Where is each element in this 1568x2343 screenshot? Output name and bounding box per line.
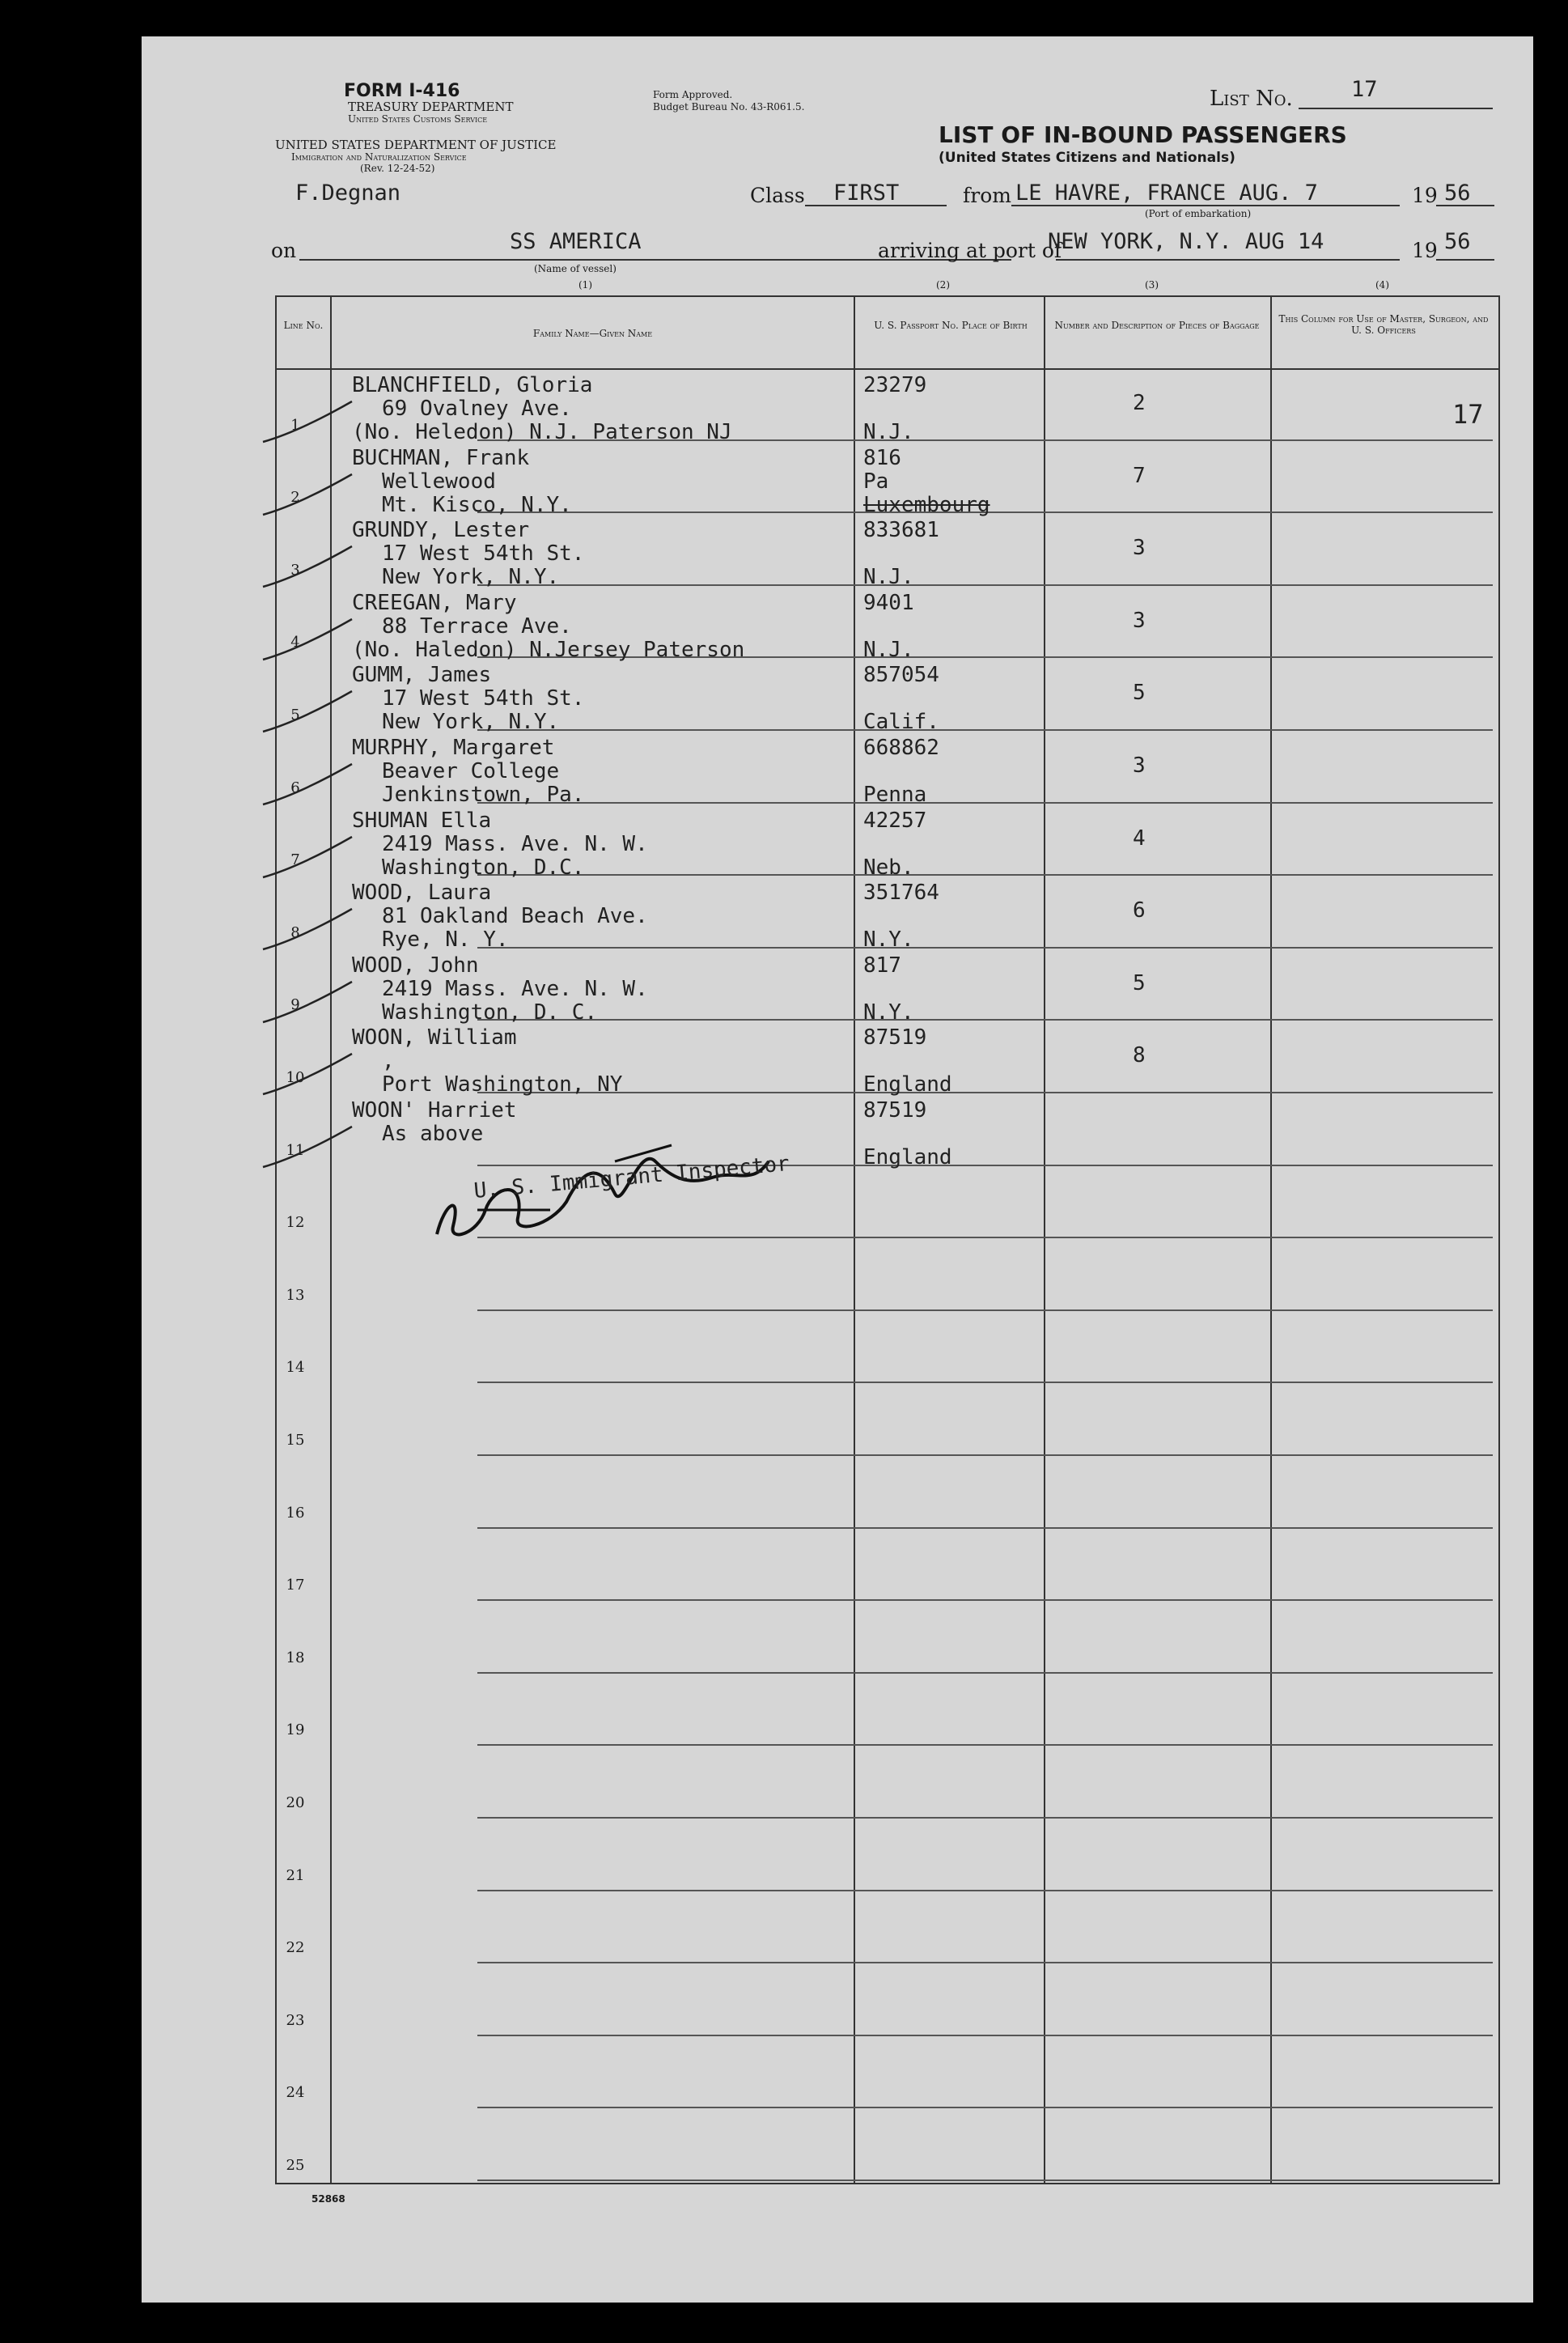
line-number: 14 xyxy=(286,1359,305,1377)
col-num-2: (2) xyxy=(936,279,950,291)
header-passport: U. S. Passport No. Place of Birth xyxy=(874,320,1028,331)
baggage-count: 2 xyxy=(1133,391,1146,415)
class-value: FIRST xyxy=(833,180,900,206)
table-row-line xyxy=(477,947,1493,949)
list-no-line xyxy=(1299,108,1493,109)
line-number: 6 xyxy=(290,779,300,796)
passport-number: 857054 xyxy=(863,663,939,688)
passenger-name: CREEGAN, Mary xyxy=(352,590,517,615)
from-value: LE HAVRE, FRANCE AUG. 7 xyxy=(1015,180,1318,206)
revision: (Rev. 12-24-52) xyxy=(360,163,435,174)
vessel-note: (Name of vessel) xyxy=(534,263,617,274)
check-mark xyxy=(259,615,356,664)
col-sep-2 xyxy=(854,297,855,2183)
passport-number: 817 xyxy=(863,953,901,978)
check-mark xyxy=(259,470,356,519)
table-row-line xyxy=(477,874,1493,876)
passenger-address-2: Washington, D.C. xyxy=(382,855,585,880)
line-number: 10 xyxy=(286,1069,305,1086)
table-row-line xyxy=(477,1309,1493,1311)
table-row-line xyxy=(477,1672,1493,1674)
col-num-1: (1) xyxy=(578,279,592,291)
baggage-count: 8 xyxy=(1133,1043,1146,1068)
passenger-address-2: Washington, D. C. xyxy=(382,1000,598,1025)
birth-place: N.J. xyxy=(863,565,914,590)
check-mark xyxy=(259,978,356,1026)
birth-place: Penna xyxy=(863,783,927,807)
arriving-value: NEW YORK, N.Y. AUG 14 xyxy=(1048,229,1324,254)
form-sheet xyxy=(142,36,1533,2303)
line-number: 1 xyxy=(290,416,300,434)
passenger-address-2: (No. Haledon) N.Jersey Paterson xyxy=(352,637,745,662)
check-mark xyxy=(259,1123,356,1171)
baggage-count: 4 xyxy=(1133,826,1146,851)
inspector-stamp: U. S. Immigrant Inspector xyxy=(473,1152,790,1203)
table-row-line xyxy=(477,1599,1493,1601)
passenger-address-1: 17 West 54th St. xyxy=(382,686,585,711)
col-num-4: (4) xyxy=(1375,279,1389,291)
line-number: 17 xyxy=(286,1577,305,1594)
check-mark xyxy=(259,687,356,736)
line-number: 20 xyxy=(286,1794,305,1811)
birth-place-alt: Pa xyxy=(863,469,889,494)
passport-number: 87519 xyxy=(863,1098,927,1123)
check-mark xyxy=(259,542,356,591)
passenger-address-2: Rye, N. Y. xyxy=(382,927,509,953)
line-number: 4 xyxy=(290,634,300,652)
baggage-count: 3 xyxy=(1133,536,1146,561)
table-row-line xyxy=(477,1890,1493,1891)
check-mark xyxy=(259,1050,356,1098)
passenger-name: BUCHMAN, Frank xyxy=(352,445,530,470)
arrive-year-line xyxy=(1436,259,1494,261)
passenger-address-1: 81 Oakland Beach Ave. xyxy=(382,904,648,929)
table-row-line xyxy=(477,1019,1493,1021)
clerk-name: F.Degnan xyxy=(295,180,401,206)
col-sep-4 xyxy=(1270,297,1272,2183)
line-number: 23 xyxy=(286,2011,305,2029)
line-number: 16 xyxy=(286,1504,305,1522)
passenger-address-1: 2419 Mass. Ave. N. W. xyxy=(382,976,648,1001)
birth-place: N.Y. xyxy=(863,927,914,953)
arriving-label: arriving at port of xyxy=(878,239,1062,262)
passenger-name: BLANCHFIELD, Gloria xyxy=(352,373,593,397)
line-number: 13 xyxy=(286,1286,305,1304)
baggage-count: 3 xyxy=(1133,753,1146,778)
birth-place: N.J. xyxy=(863,420,914,444)
line-number: 2 xyxy=(290,489,300,507)
from-year-prefix: 19 xyxy=(1412,184,1438,207)
check-mark xyxy=(259,833,356,881)
passenger-address-1: 88 Terrace Ave. xyxy=(382,613,572,639)
form-subtitle: (United States Citizens and Nationals) xyxy=(939,150,1235,166)
footer-code: 52868 xyxy=(311,2193,345,2205)
passenger-address-1: 2419 Mass. Ave. N. W. xyxy=(382,831,648,856)
table-row-line xyxy=(477,1382,1493,1383)
form-number: FORM I-416 xyxy=(344,81,460,101)
dept-customs: United States Customs Service xyxy=(348,113,488,125)
line-number: 18 xyxy=(286,1649,305,1666)
baggage-count: 6 xyxy=(1133,898,1146,923)
table-row-line xyxy=(477,1744,1493,1746)
list-no-label: List No. xyxy=(1210,87,1293,111)
birth-place: Calif. xyxy=(863,710,939,735)
arrive-year: 56 xyxy=(1444,229,1471,254)
passenger-name: MURPHY, Margaret xyxy=(352,736,555,760)
line-number: 9 xyxy=(290,996,300,1014)
table-header-line xyxy=(275,368,1498,370)
passport-number: 87519 xyxy=(863,1025,927,1051)
line-number: 5 xyxy=(290,707,300,724)
port-note: (Port of embarkation) xyxy=(1145,208,1252,219)
line-number: 22 xyxy=(286,1939,305,1957)
passport-number: 23279 xyxy=(863,373,927,397)
passenger-name: WOOD, John xyxy=(352,953,479,978)
passport-number: 816 xyxy=(863,445,901,470)
dept-justice: UNITED STATES DEPARTMENT OF JUSTICE xyxy=(275,138,557,152)
line-number: 3 xyxy=(290,561,300,579)
header-baggage: Number and Description of Pieces of Baggage xyxy=(1054,320,1260,331)
header-name: Family Name—Given Name xyxy=(532,328,653,339)
form-approved: Form Approved. xyxy=(653,89,733,100)
passport-number: 42257 xyxy=(863,808,927,833)
table-row-line xyxy=(477,1962,1493,1963)
passenger-name: WOON, William xyxy=(352,1025,517,1051)
passenger-name: WOON' Harriet xyxy=(352,1098,517,1123)
line-number: 11 xyxy=(286,1141,305,1159)
passenger-name: WOOD, Laura xyxy=(352,881,492,906)
vessel-name: SS AMERICA xyxy=(510,229,642,254)
birth-place: N.J. xyxy=(863,637,914,662)
officer-count: 17 xyxy=(1452,399,1484,430)
line-number: 7 xyxy=(290,851,300,869)
passport-number: 833681 xyxy=(863,518,939,543)
baggage-count: 3 xyxy=(1133,608,1146,633)
passenger-address-1: Wellewood xyxy=(382,469,496,494)
table-row-line xyxy=(477,2035,1493,2036)
col-sep-3 xyxy=(1044,297,1045,2183)
passenger-address-1: , xyxy=(382,1049,395,1074)
table-row-line xyxy=(477,802,1493,804)
list-no-value: 17 xyxy=(1351,77,1378,102)
line-number: 15 xyxy=(286,1432,305,1449)
passenger-address-2: New York, N.Y. xyxy=(382,565,560,590)
table-row-line xyxy=(477,584,1493,586)
passenger-name: GUMM, James xyxy=(352,663,492,688)
table-row-line xyxy=(477,729,1493,731)
passport-number: 9401 xyxy=(863,590,914,615)
from-label: from xyxy=(963,184,1011,207)
passenger-address-2: Port Washington, NY xyxy=(382,1072,623,1097)
passenger-address-1: 17 West 54th St. xyxy=(382,541,585,567)
class-label: Class xyxy=(750,184,805,207)
line-number: 21 xyxy=(286,1866,305,1884)
col-num-3: (3) xyxy=(1145,279,1159,291)
on-label: on xyxy=(271,239,297,262)
birth-place: England xyxy=(863,1145,952,1169)
check-mark xyxy=(259,397,356,446)
passenger-address-1: As above xyxy=(382,1122,484,1146)
passenger-address-2: Mt. Kisco, N.Y. xyxy=(382,492,572,517)
line-number: 25 xyxy=(286,2157,305,2174)
passenger-address-1: Beaver College xyxy=(382,759,560,783)
birth-place: Luxembourg xyxy=(863,492,990,517)
header-line-no: Line No. xyxy=(283,320,324,331)
passenger-address-2: New York, N.Y. xyxy=(382,710,560,735)
passenger-address-1: 69 Ovalney Ave. xyxy=(382,397,572,421)
table-row-line xyxy=(477,2107,1493,2108)
dept-ins: Immigration and Naturalization Service xyxy=(291,151,467,163)
birth-place: N.Y. xyxy=(863,1000,914,1025)
line-number: 8 xyxy=(290,923,300,941)
form-title: LIST OF IN-BOUND PASSENGERS xyxy=(939,121,1347,148)
check-mark xyxy=(259,905,356,953)
baggage-count: 7 xyxy=(1133,463,1146,488)
passenger-name: GRUNDY, Lester xyxy=(352,518,530,543)
line-number: 12 xyxy=(286,1214,305,1232)
from-year: 56 xyxy=(1444,180,1471,206)
baggage-count: 5 xyxy=(1133,970,1146,995)
line-number: 24 xyxy=(286,2084,305,2102)
passenger-name: SHUMAN Ella xyxy=(352,808,492,833)
passport-number: 351764 xyxy=(863,881,939,906)
arriving-line xyxy=(1056,259,1400,261)
table-row-line xyxy=(477,1092,1493,1093)
baggage-count: 5 xyxy=(1133,681,1146,706)
passport-number: 668862 xyxy=(863,736,939,760)
header-officers: This Column for Use of Master, Surgeon, and U. S. Officers xyxy=(1278,313,1489,336)
birth-place: England xyxy=(863,1072,952,1097)
birth-place: Neb. xyxy=(863,855,914,880)
table-row-line xyxy=(477,1527,1493,1529)
passenger-address-2: Jenkinstown, Pa. xyxy=(382,783,585,807)
budget-bureau: Budget Bureau No. 43-R061.5. xyxy=(653,101,805,112)
table-row-line xyxy=(477,2180,1493,2181)
arrive-year-prefix: 19 xyxy=(1412,239,1438,262)
line-number: 19 xyxy=(286,1721,305,1739)
dept-treasury: TREASURY DEPARTMENT xyxy=(348,100,514,114)
table-row-line xyxy=(477,1454,1493,1456)
passenger-address-2: (No. Heledon) N.J. Paterson NJ xyxy=(352,420,732,444)
table-row-line xyxy=(477,1817,1493,1819)
check-mark xyxy=(259,760,356,809)
